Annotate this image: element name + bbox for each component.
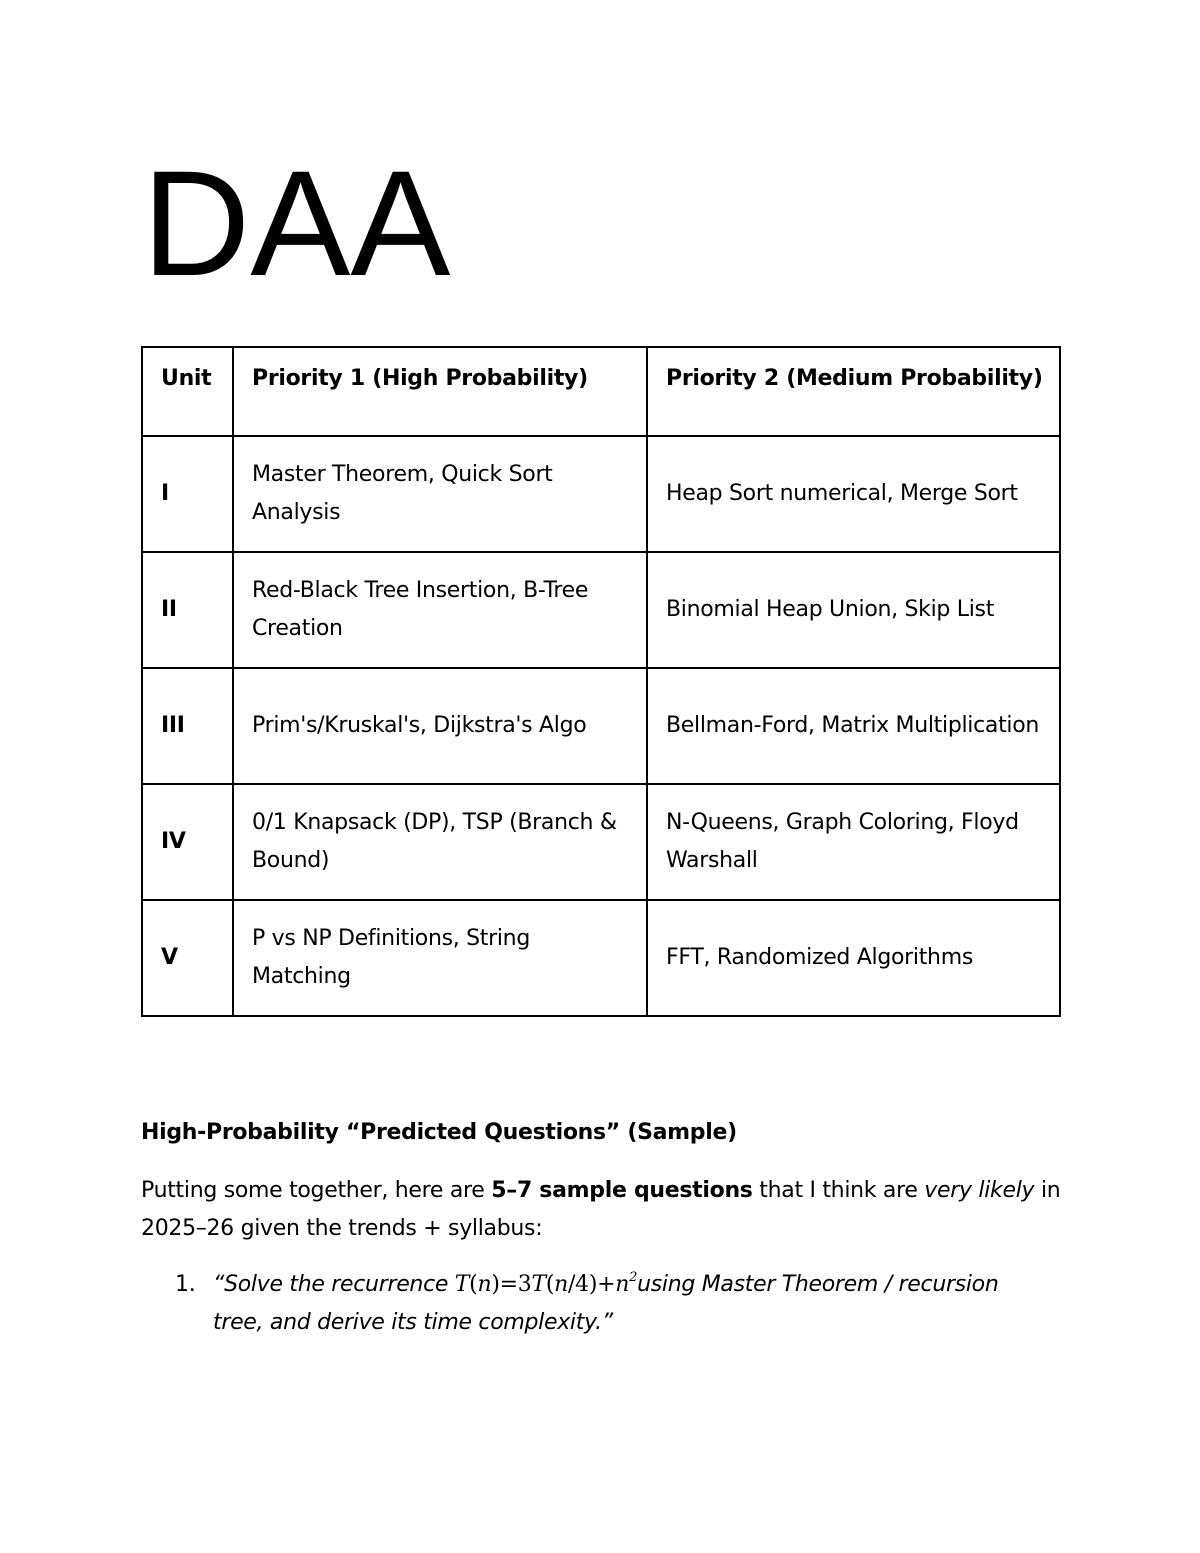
intro-text: Putting some together, here are xyxy=(141,1178,492,1203)
list-item xyxy=(141,1266,1041,1342)
math-symbol: n xyxy=(477,1272,492,1297)
priority-1-cell: Red-Black Tree Insertion, B-Tree Creation xyxy=(233,552,647,668)
unit-cell: I xyxy=(142,436,233,552)
intro-paragraph xyxy=(141,1172,1071,1248)
math-symbol: )=3 xyxy=(491,1272,532,1297)
unit-cell: III xyxy=(142,668,233,784)
page-title: DAA xyxy=(142,139,451,307)
header-priority-1: Priority 1 (High Probability) xyxy=(233,347,647,436)
question-text xyxy=(213,1272,998,1335)
priority-2-cell: FFT, Randomized Algorithms xyxy=(647,900,1060,1016)
unit-cell: II xyxy=(142,552,233,668)
math-symbol: T xyxy=(454,1272,470,1297)
intro-italic-text: very likely xyxy=(924,1178,1035,1203)
question-text-after: using Master Theorem / recursion tree, and derive its time complexity.” xyxy=(213,1272,999,1335)
math-symbol: T xyxy=(531,1272,546,1297)
section-heading: High-Probability “Predicted Questions” (Sample) xyxy=(141,1120,737,1145)
table-row xyxy=(142,436,1060,552)
recurrence-formula xyxy=(455,1272,637,1297)
table-row xyxy=(142,784,1060,900)
question-number: 1. xyxy=(175,1272,196,1297)
math-symbol: /4)+ xyxy=(568,1272,616,1297)
table-header-row xyxy=(142,347,1060,436)
table-row xyxy=(142,668,1060,784)
math-symbol: n xyxy=(615,1272,630,1297)
priority-1-cell: 0/1 Knapsack (DP), TSP (Branch & Bound) xyxy=(233,784,647,900)
table-row xyxy=(142,900,1060,1016)
priority-1-cell: Master Theorem, Quick Sort Analysis xyxy=(233,436,647,552)
priority-1-cell: Prim's/Kruskal's, Dijkstra's Algo xyxy=(233,668,647,784)
question-list xyxy=(141,1266,1041,1342)
unit-cell: IV xyxy=(142,784,233,900)
priority-2-cell: Binomial Heap Union, Skip List xyxy=(647,552,1060,668)
header-priority-2: Priority 2 (Medium Probability) xyxy=(647,347,1060,436)
priority-table xyxy=(141,346,1061,1017)
math-symbol: ( xyxy=(469,1272,478,1297)
priority-1-cell: P vs NP Definitions, String Matching xyxy=(233,900,647,1016)
priority-2-cell: N-Queens, Graph Coloring, Floyd Warshall xyxy=(647,784,1060,900)
question-text-before: “Solve the recurrence xyxy=(213,1272,455,1297)
table-row xyxy=(142,552,1060,668)
intro-text: in 2025–26 given the trends + syllabus: xyxy=(141,1178,1061,1241)
priority-2-cell: Bellman-Ford, Matrix Multiplication xyxy=(647,668,1060,784)
math-symbol: n xyxy=(554,1272,569,1297)
priority-2-cell: Heap Sort numerical, Merge Sort xyxy=(647,436,1060,552)
math-exponent: 2 xyxy=(629,1270,638,1285)
unit-cell: V xyxy=(142,900,233,1016)
header-unit: Unit xyxy=(142,347,233,436)
intro-bold-text: 5–7 sample questions xyxy=(491,1178,753,1203)
intro-text: that I think are xyxy=(752,1178,925,1203)
math-symbol: ( xyxy=(545,1272,555,1297)
